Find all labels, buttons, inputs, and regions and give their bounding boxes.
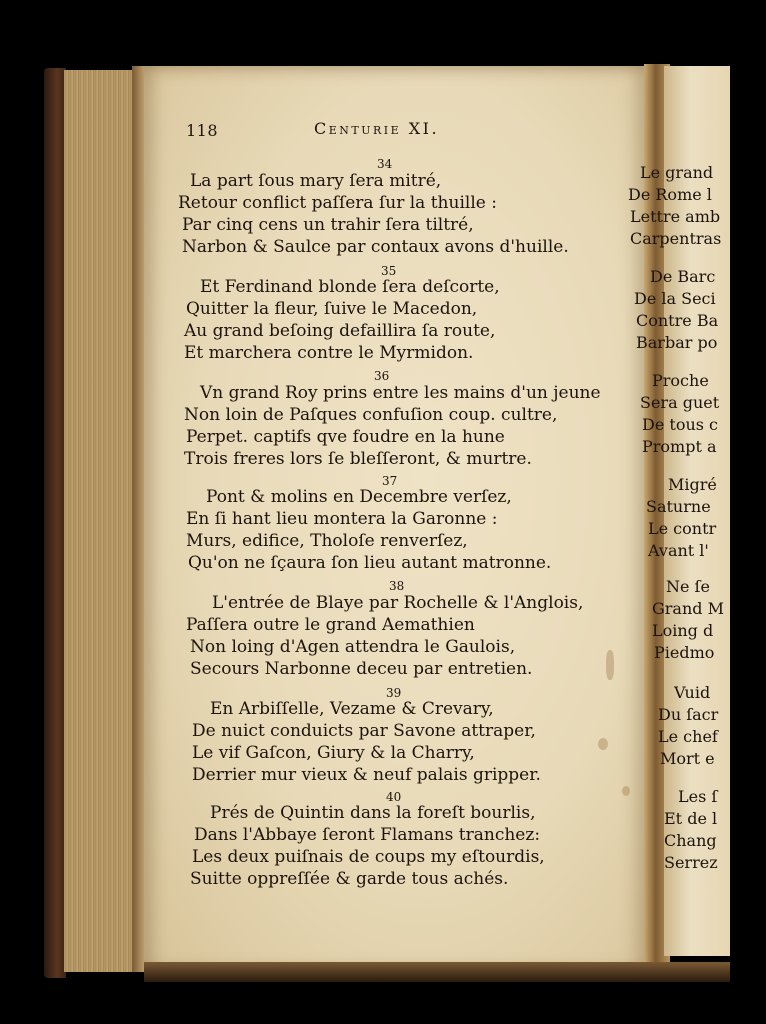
verse-line: En ſi hant lieu montera la Garonne : [186, 509, 498, 529]
fragment-line: Sera guet [640, 393, 720, 412]
fragment-line: Grand M [652, 599, 724, 618]
fragment-line: De Barc [650, 267, 716, 286]
verse-line: Au grand beſoing defaillira ſa route, [184, 321, 496, 341]
verse-line: Le vif Gaſcon, Giury & la Charry, [192, 743, 475, 763]
fragment-line: Mort e [660, 749, 715, 768]
fragment-line: De Rome l [628, 185, 712, 204]
verse-line: Prés de Quintin dans la foreſt bourlis, [210, 803, 536, 823]
verse-line: Dans l'Abbaye ſeront Flamans tranchez: [194, 825, 541, 845]
fragment-line: Loing d [652, 621, 714, 640]
verse-line: En Arbiſſelle, Vezame & Crevary, [210, 699, 494, 719]
fragment-line: Serrez [664, 853, 718, 872]
fragment-line: Migré [668, 475, 717, 494]
running-title: Centurie XI. [314, 119, 440, 138]
verse-line: Et marchera contre le Myrmidon. [184, 343, 474, 363]
verse-line: Non loing d'Agen attendra le Gaulois, [190, 637, 516, 657]
quatrain-number: 34 [377, 157, 393, 171]
fragment-line: Proche [652, 371, 709, 390]
fragment-line: Ne ſe [666, 577, 710, 596]
fragment-line: Les ſ [678, 787, 718, 806]
verse-line: Et Ferdinand blonde ſera deſcorte, [200, 277, 500, 297]
verse-line: Paſſera outre le grand Aemathien [186, 615, 475, 635]
fragment-line: Carpentras [630, 229, 722, 248]
quatrain-number: 35 [381, 264, 397, 278]
fragment-line: Vuid [674, 683, 711, 702]
quatrain-number: 40 [386, 790, 402, 804]
book-cover-edge [44, 68, 66, 978]
fragment-line: Le contr [648, 519, 717, 538]
fragment-line: Chang [664, 831, 717, 850]
paper-stain [606, 650, 614, 680]
verse-line: Trois freres lors ſe bleſſeront, & murtre. [184, 449, 532, 469]
fragment-line: Du ſacr [658, 705, 719, 724]
verse-line: Quitter la fleur, ſuive le Macedon, [186, 299, 478, 319]
verse-line: La part ſous mary ſera mitré, [190, 171, 442, 191]
fragment-line: Saturne [646, 497, 711, 516]
quatrain-number: 38 [389, 579, 405, 593]
verse-line: Non loin de Paſques confuſion coup. cultre, [184, 405, 558, 425]
paper-stain [598, 738, 608, 750]
quatrain-number: 39 [386, 686, 402, 700]
fragment-line: Barbar po [636, 333, 718, 352]
page-bottom-shadow [144, 962, 730, 982]
verse-line: Suitte oppreſſée & garde tous achés. [190, 869, 509, 889]
verse-line: Derrier mur vieux & neuf palais gripper. [192, 765, 541, 785]
verse-line: Vn grand Roy prins entre les mains d'un jeune [200, 383, 601, 403]
fragment-line: Piedmo [654, 643, 715, 662]
fragment-line: Le chef [658, 727, 718, 746]
fragment-line: De tous c [642, 415, 719, 434]
verse-line: Retour conflict paſſera ſur la thuille : [178, 193, 497, 213]
fragment-line: Lettre amb [630, 207, 721, 226]
verse-line: Par cinq cens un trahir ſera tiltré, [182, 215, 474, 235]
verse-line: De nuict conduicts par Savone attraper, [192, 721, 536, 741]
fragment-line: Et de l [664, 809, 718, 828]
verse-line: Les deux puiſnais de coups my eſtourdis, [192, 847, 545, 867]
right-page-text [624, 150, 724, 890]
page-edges [64, 70, 134, 972]
fragment-line: Avant l' [648, 541, 709, 560]
fragment-line: Le grand [640, 163, 714, 182]
verse-line: Narbon & Saulce par contaux avons d'huille. [182, 237, 569, 257]
verse-line: L'entrée de Blaye par Rochelle & l'Anglois, [212, 593, 584, 613]
quatrain-number: 36 [374, 369, 390, 383]
fragment-line: Prompt a [642, 437, 717, 456]
verse-line: Qu'on ne ſçaura ſon lieu autant matronne. [188, 553, 552, 573]
page-number: 118 [186, 121, 219, 140]
verse-line: Murs, edifice, Tholoſe renverſez, [186, 531, 468, 551]
fragment-line: De la Seci [634, 289, 716, 308]
verse-line: Secours Narbonne deceu par entretien. [190, 659, 533, 679]
quatrain-number: 37 [382, 474, 398, 488]
verse-line: Pont & molins en Decembre verſez, [206, 487, 512, 507]
verse-line: Perpet. captifs qve foudre en la hune [186, 427, 505, 447]
fragment-line: Contre Ba [636, 311, 719, 330]
